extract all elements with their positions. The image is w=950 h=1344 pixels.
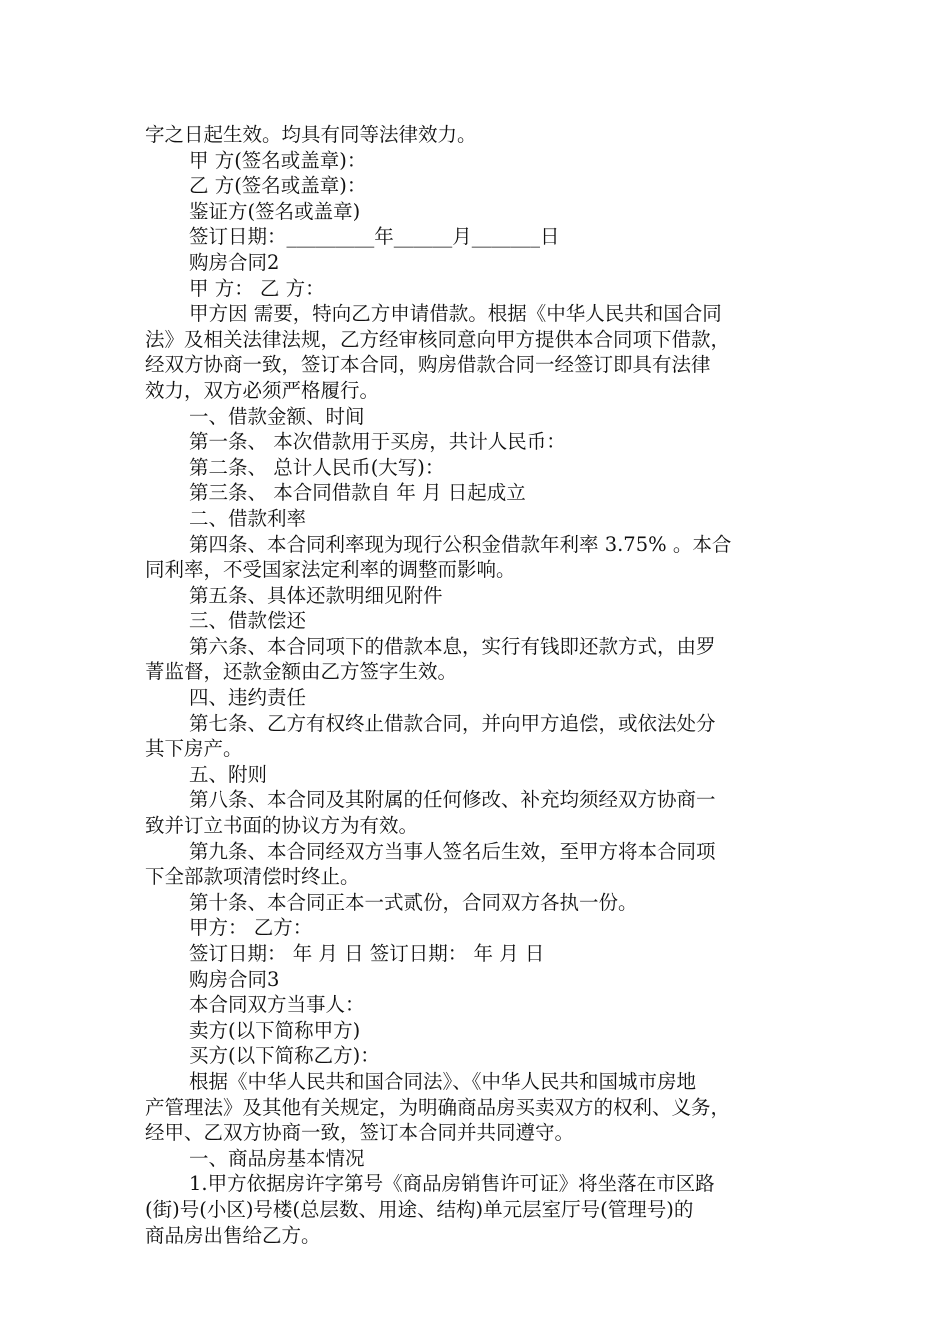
document-line: 本合同双方当事人： [189, 993, 365, 1017]
document-line: 产管理法》及其他有关规定，为明确商品房买卖双方的权利、义务， [145, 1095, 731, 1119]
document-line: 二、借款利率 [189, 506, 307, 530]
document-line: 其下房产。 [145, 737, 243, 761]
document-line: 卖方(以下简称甲方) [189, 1018, 361, 1042]
document-line: 第六条、本合同项下的借款本息，实行有钱即还款方式，由罗 [189, 634, 716, 658]
document-line: 三、借款偿还 [189, 609, 307, 633]
document-line: 四、违约责任 [189, 686, 307, 710]
document-line: 字之日起生效。均具有同等法律效力。 [145, 123, 477, 146]
document-line: 致并订立书面的协议方为有效。 [145, 814, 419, 838]
document-line: 购房合同3 [189, 967, 280, 991]
document-line: 同利率，不受国家法定利率的调整而影响。 [145, 558, 516, 582]
document-page [145, 122, 810, 1248]
document-line: 下全部款项清偿时终止。 [145, 865, 360, 889]
document-line: 甲方： 乙方： [189, 916, 313, 940]
document-line: 经双方协商一致，签订本合同，购房借款合同一经签订即具有法律 [145, 353, 711, 377]
document-line: 法》及相关法律法规，乙方经审核同意向甲方提供本合同项下借款， [145, 327, 731, 351]
document-line: 鉴证方(签名或盖章) [189, 199, 361, 223]
document-line: 第十条、本合同正本一式贰份，合同双方各执一份。 [189, 890, 638, 914]
document-line: 甲 方(签名或盖章)： [189, 148, 367, 172]
document-line: 第五条、具体还款明细见附件 [189, 583, 443, 607]
document-line: 甲 方： 乙 方： [189, 276, 325, 300]
document-line: 签订日期： 年 月 日 签订日期： 年 月 日 [189, 942, 545, 965]
document-line: 第七条、乙方有权终止借款合同，并向甲方追偿，或依法处分 [189, 711, 716, 735]
document-line: 第八条、本合同及其附属的任何修改、补充均须经双方协商一 [189, 788, 716, 812]
document-line: 第三条、 本合同借款自 年 月 日起成立 [189, 481, 526, 505]
document-line: 第二条、 总计人民币(大写)： [189, 455, 445, 479]
document-line: 商品房出售给乙方。 [145, 1223, 321, 1247]
document-line: 购房合同2 [189, 250, 280, 274]
document-line: 第一条、 本次借款用于买房，共计人民币： [189, 430, 566, 454]
document-line: 五、附则 [189, 762, 268, 786]
document-line: 一、商品房基本情况 [189, 1146, 365, 1170]
document-line: 效力，双方必须严格履行。 [145, 378, 380, 402]
document-line: 买方(以下简称乙方)： [189, 1044, 380, 1068]
document-line: 1.甲方依据房许字第号《商品房销售许可证》将坐落在市区路 [189, 1172, 715, 1196]
document-line: 签订日期：_________年______月_______日 [189, 225, 560, 249]
document-line: 乙 方(签名或盖章)： [189, 174, 367, 198]
document-line: 根据《中华人民共和国合同法》、《中华人民共和国城市房地 [189, 1069, 697, 1093]
document-line: 第四条、本合同利率现为现行公积金借款年利率 3.75% 。本合 [189, 532, 732, 556]
document-line: 经甲、乙双方协商一致，签订本合同并共同遵守。 [145, 1121, 575, 1145]
document-line: 菁监督，还款金额由乙方签字生效。 [145, 660, 458, 684]
document-line: 甲方因 需要，特向乙方申请借款。根据《中华人民共和国合同 [189, 302, 722, 326]
document-line: 一、借款金额、时间 [189, 404, 365, 428]
document-line: 第九条、本合同经双方当事人签名后生效，至甲方将本合同项 [189, 839, 716, 863]
document-line: (街)号(小区)号楼(总层数、用途、结构)单元层室厅号(管理号)的 [145, 1197, 694, 1221]
